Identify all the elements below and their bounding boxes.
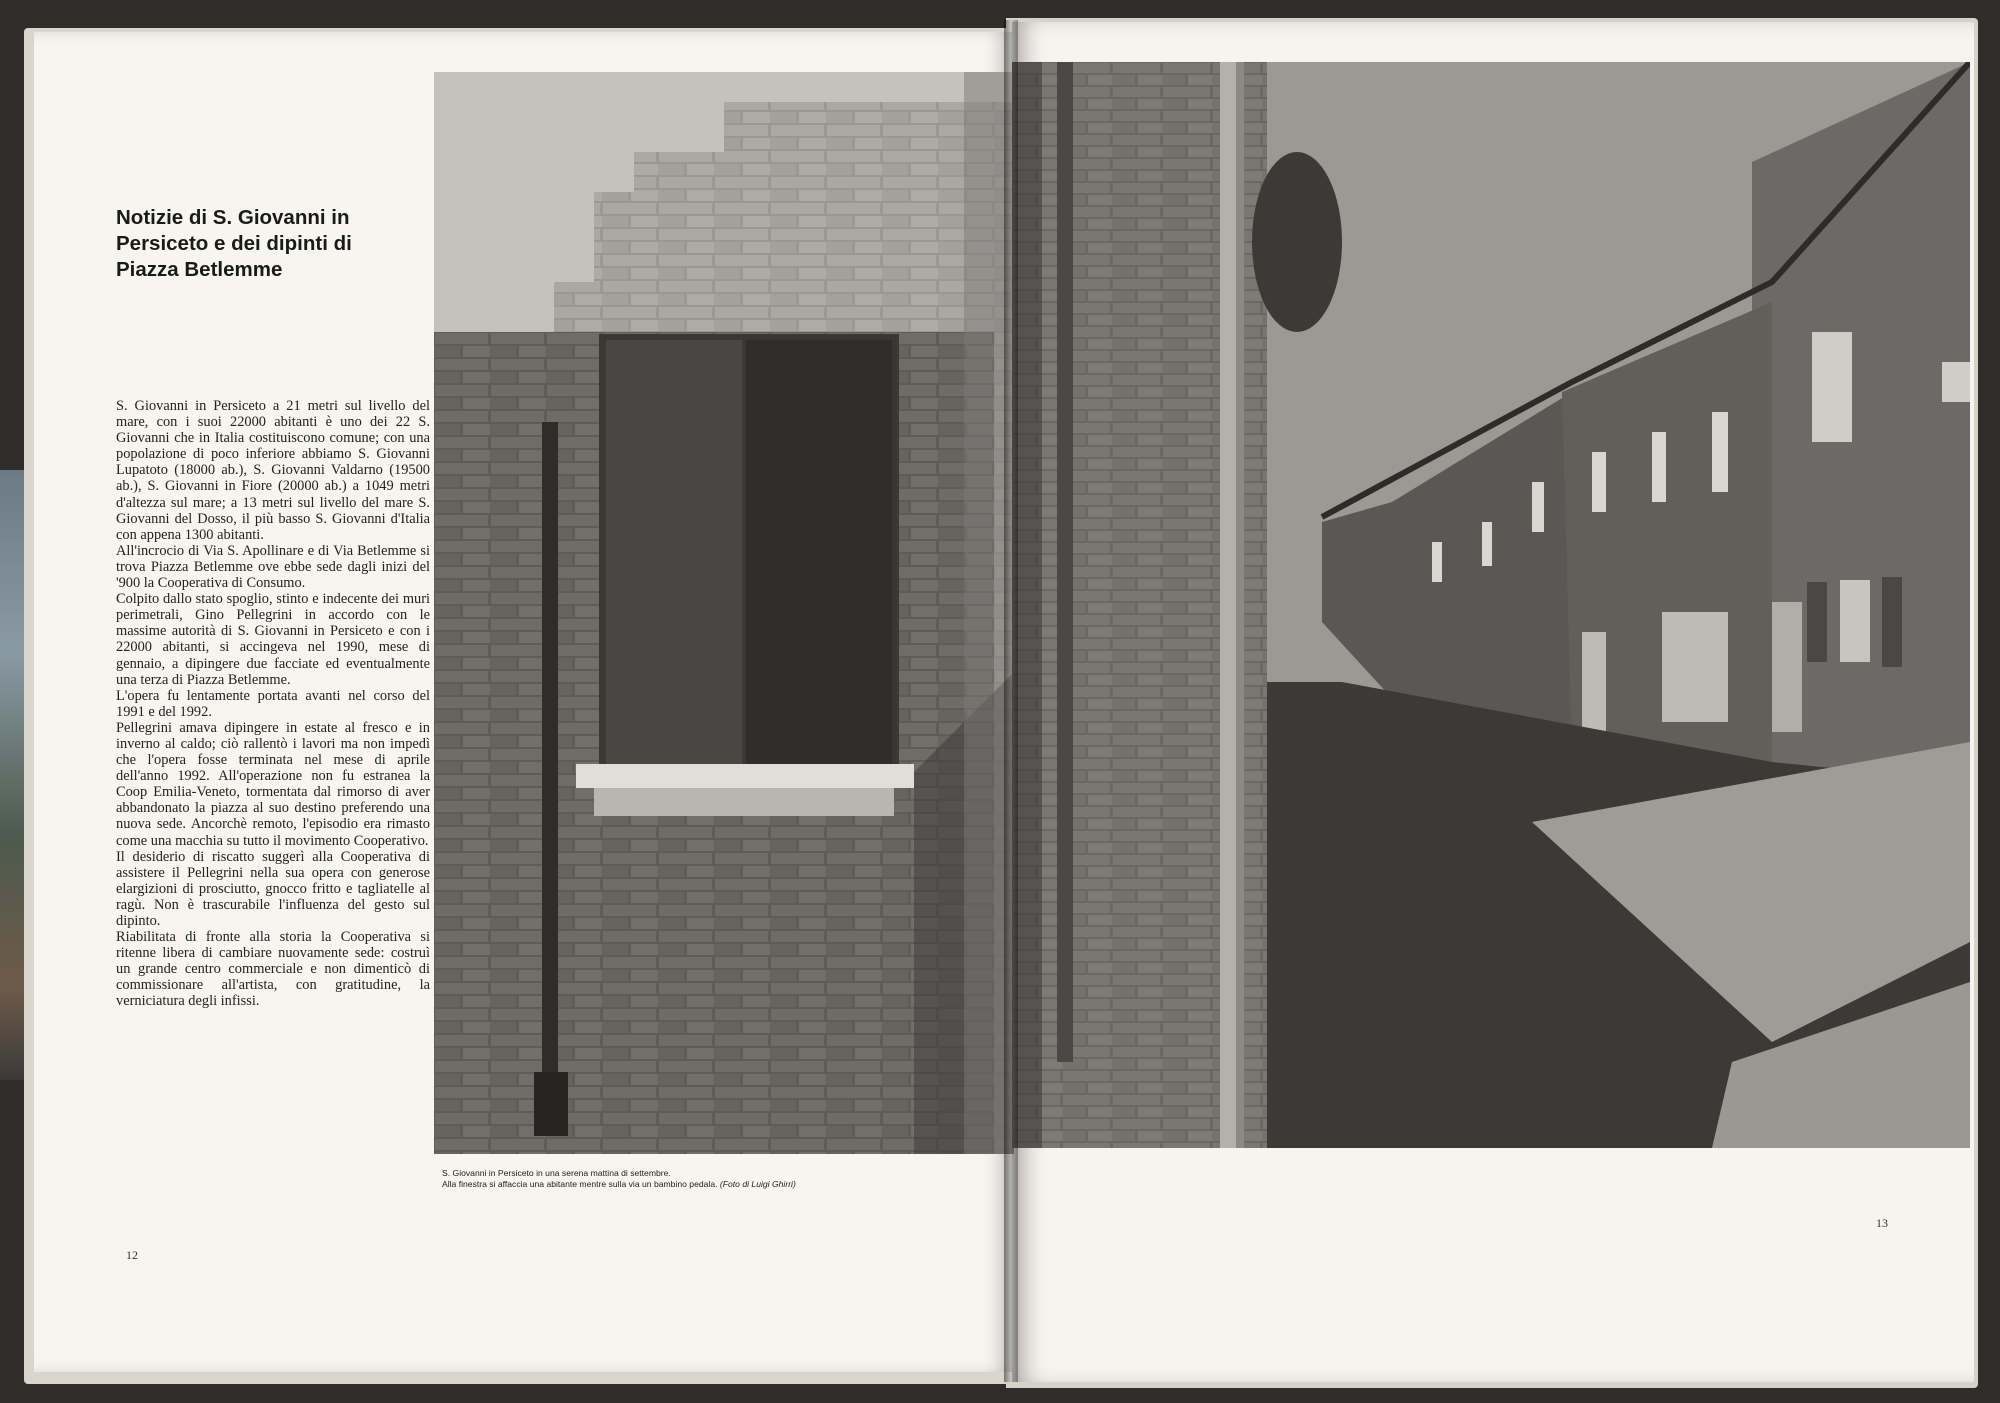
paragraph: Colpito dallo stato spoglio, stinto e indecente dei muri perimetrali, Gino Pellegrini in accordo con le massime autorità di S. Giovanni in Persiceto e con i 22000 abitanti, si accingeva nel 1990, mese di gennaio, a dipingere due facciate ed eventualmente una terza di Piazza Betlemme. <box>116 591 430 688</box>
paragraph: Pellegrini amava dipingere in estate al fresco e in inverno al caldo; ciò rallentò i lavori ma non impedì che l'opera fosse terminata nel mese di aprile dell'anno 1992. All'operazione non fu estranea la Coop Emilia-Veneto, tormentata dal rimorso di aver abbandonato la piazza al suo destino preferendo una nuova sede. Ancorchè remoto, l'episodio era rimasto come una macchia su tutto il movimento Cooperativo. <box>116 719 430 849</box>
caption-line <box>442 1179 1002 1190</box>
caption-credit: (Foto di Luigi Ghirri) <box>719 1179 796 1189</box>
article-heading: Notizie di S. Giovanni in Persiceto e dei dipinti di Piazza Betlemme <box>116 206 352 281</box>
page-number-left: 12 <box>126 1248 138 1262</box>
photo-street <box>1012 62 1970 1148</box>
paragraph: Il desiderio di riscatto suggerì alla Cooperativa di assistere il Pellegrini nella sua opera con generose elargizioni di prosciutto, gnocco fritto e tagliatelle al ragù. Non è trascurabile l'influenza del gesto sul dipinto. <box>116 848 430 929</box>
photo-caption <box>442 1168 1002 1190</box>
page-number-right: 13 <box>1876 1216 1888 1230</box>
book-gutter <box>1004 20 1018 1382</box>
paragraph: Riabilitata di fronte alla storia la Cooperativa si ritenne libera di cambiare nuovamente sede: costruì un grande centro commerciale e non dimenticò di commissionare all'artista, con gratitudine, la verniciatura degli infissi. <box>116 929 430 1010</box>
article-body <box>116 398 430 1010</box>
caption-text: Alla finestra si affaccia una abitante mentre sulla via un bambino pedala. <box>442 1179 718 1189</box>
paragraph: S. Giovanni in Persiceto a 21 metri sul livello del mare, con i suoi 22000 abitanti è uno dei 22 S. Giovanni che in Italia costituiscono comune; con una popolazione di poco inferiore abbiamo S. Giovanni Lupatoto (18000 ab.), S. Giovanni Valdarno (19500 ab.), S. Giovanni in Fiore (20000 ab.) a 1049 metri d'altezza sul mare; a 13 metri sul livello del mare S. Giovanni del Dosso, il più basso S. Giovanni d'Italia con appena 1300 abitanti. <box>116 398 430 543</box>
paragraph: L'opera fu lentamente portata avanti nel corso del 1991 e del 1992. <box>116 687 430 720</box>
photo-brick-wall <box>434 72 1014 1154</box>
paragraph: All'incrocio di Via S. Apollinare e di Via Betlemme si trova Piazza Betlemme ove ebbe sede dagli inizi del '900 la Cooperativa di Consumo. <box>116 542 430 592</box>
caption-line: S. Giovanni in Persiceto in una serena mattina di settembre. <box>442 1168 671 1178</box>
